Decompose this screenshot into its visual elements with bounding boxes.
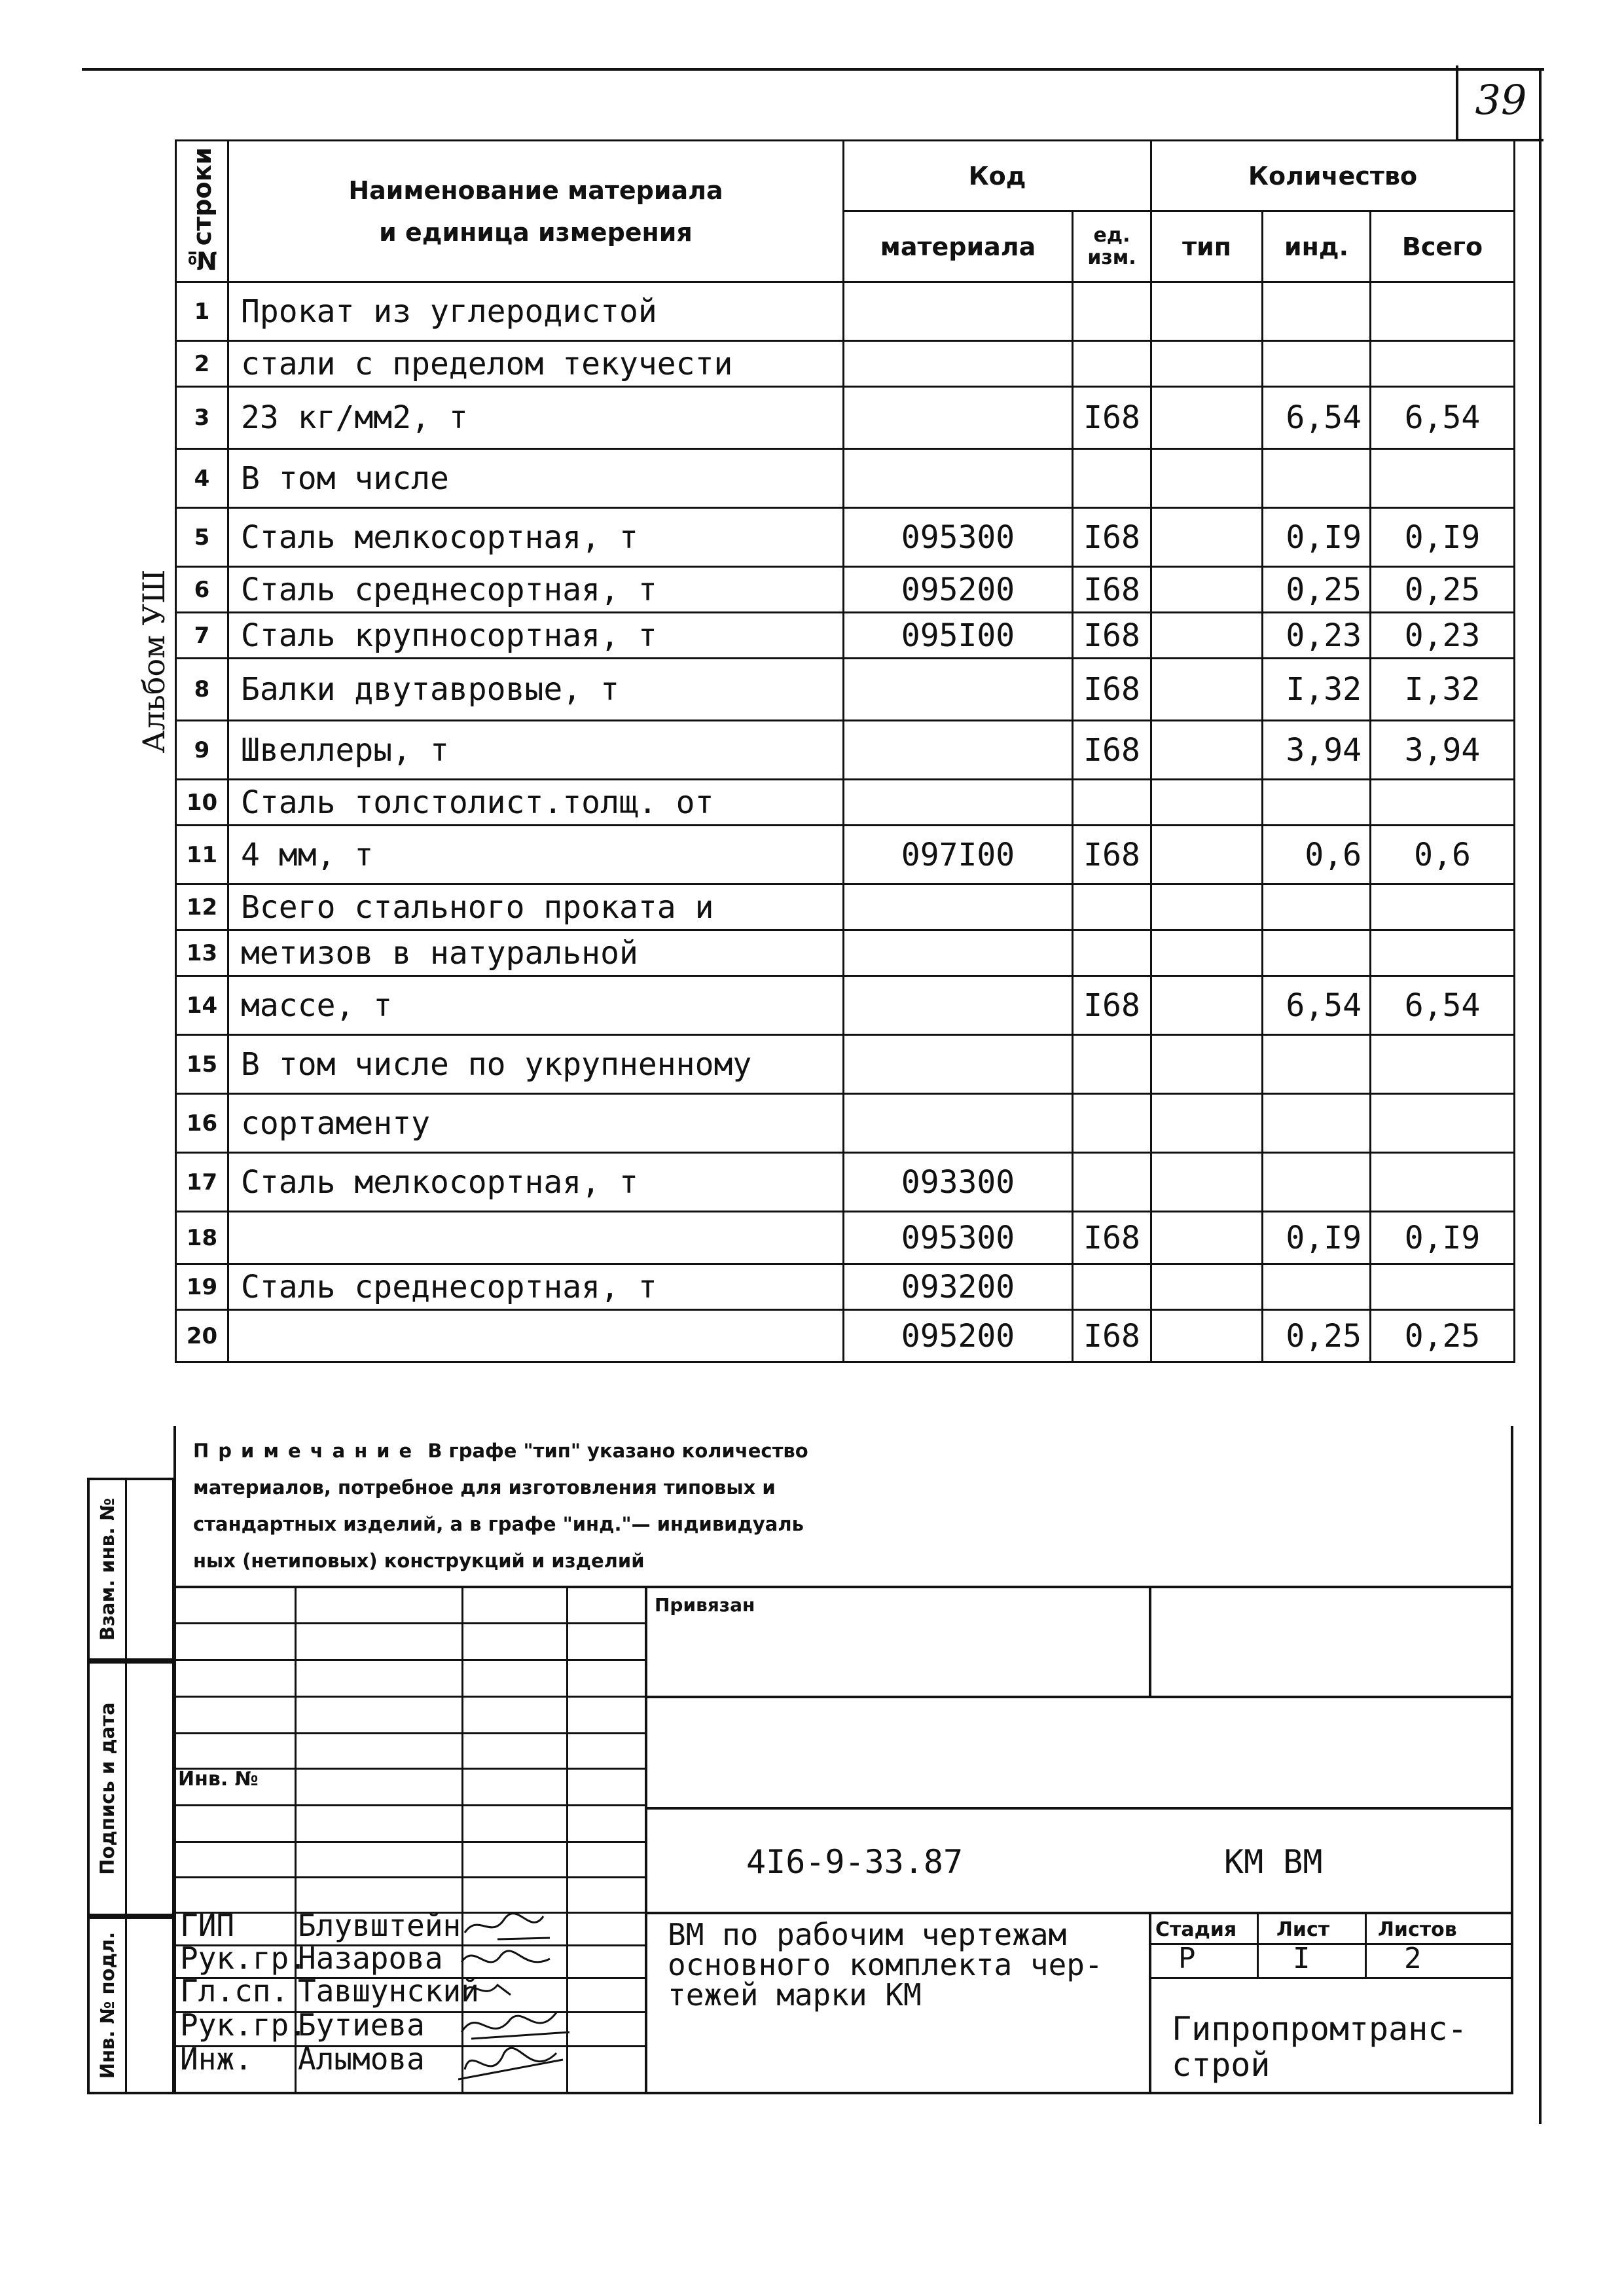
row-type-qty (1151, 1035, 1263, 1094)
table-row (176, 659, 1515, 721)
row-number: 5 (176, 508, 228, 567)
row-number: 7 (176, 613, 228, 659)
table-row (176, 976, 1515, 1035)
row-total-qty: 0,25 (1371, 567, 1515, 613)
stamp-role: Инж. (180, 2041, 253, 2077)
row-total-qty: 0,23 (1371, 613, 1515, 659)
row-name: стали с пределом текучести (228, 341, 844, 387)
stamp-divider-h5 (1149, 1977, 1513, 1979)
row-unit (1073, 282, 1151, 341)
grid-hline (175, 1622, 646, 1624)
table-row (176, 508, 1515, 567)
stamp-right-line (1511, 1426, 1513, 2094)
row-unit (1073, 1153, 1151, 1212)
table-row (176, 1264, 1515, 1310)
side-podpis-label: Подпись и дата (96, 1702, 118, 1875)
row-type-qty (1151, 567, 1263, 613)
row-ind-qty (1263, 449, 1371, 508)
side-inv-label: Инв. № подл. (96, 1931, 118, 2079)
header-qty-type: тип (1151, 211, 1263, 282)
row-total-qty (1371, 282, 1515, 341)
row-name: Сталь крупносортная, т (228, 613, 844, 659)
grid-hline (175, 1659, 646, 1661)
right-border-line (1539, 68, 1542, 2124)
row-type-qty (1151, 1264, 1263, 1310)
row-type-qty (1151, 1310, 1263, 1362)
row-total-qty (1371, 449, 1515, 508)
note-line-3: стандартных изделий, а в графе "инд."— индивидуаль (193, 1513, 804, 1535)
signature-icon (458, 2040, 576, 2086)
row-code (844, 449, 1073, 508)
row-unit: I68 (1073, 659, 1151, 721)
row-ind-qty (1263, 1094, 1371, 1153)
stamp-person-name: Тавшунский (298, 1973, 479, 2009)
row-name: Сталь мелкосортная, т (228, 1153, 844, 1212)
row-total-qty (1371, 780, 1515, 826)
stamp-sheet-label: Лист (1276, 1918, 1330, 1941)
row-number: 15 (176, 1035, 228, 1094)
row-code (844, 341, 1073, 387)
row-type-qty (1151, 976, 1263, 1035)
row-name: Сталь толстолист.толщ. от (228, 780, 844, 826)
row-number: 13 (176, 930, 228, 976)
row-total-qty (1371, 1153, 1515, 1212)
row-unit: I68 (1073, 1310, 1151, 1362)
stamp-title-3: тежей марки КМ (668, 1977, 922, 2013)
row-ind-qty (1263, 1264, 1371, 1310)
stamp-divider-h2 (645, 1807, 1513, 1810)
row-code (844, 282, 1073, 341)
stamp-person-name: Назарова (298, 1941, 443, 1976)
stamp-stage: Р (1178, 1942, 1196, 1975)
row-name: Балки двутавровые, т (228, 659, 844, 721)
row-ind-qty: I,32 (1263, 659, 1371, 721)
row-code: 095300 (844, 1212, 1073, 1264)
stamp-role: ГИП (180, 1908, 235, 1943)
row-ind-qty: 3,94 (1263, 721, 1371, 780)
table-row (176, 613, 1515, 659)
row-number: 2 (176, 341, 228, 387)
row-number: 9 (176, 721, 228, 780)
row-unit: I68 (1073, 826, 1151, 884)
grid-hline (175, 1804, 646, 1806)
row-ind-qty (1263, 930, 1371, 976)
header-qty-ind: инд. (1263, 211, 1371, 282)
row-number: 1 (176, 282, 228, 341)
row-name: В том числе по укрупненному (228, 1035, 844, 1094)
table-row (176, 567, 1515, 613)
row-name: Сталь мелкосортная, т (228, 508, 844, 567)
row-type-qty (1151, 930, 1263, 976)
table-row (176, 341, 1515, 387)
row-code: 095200 (844, 1310, 1073, 1362)
side-box-podpis (87, 1661, 175, 1916)
row-number: 20 (176, 1310, 228, 1362)
row-code (844, 1035, 1073, 1094)
stamp-divider-v4 (1257, 1912, 1259, 1977)
stamp-person-name: Блувштейн (298, 1908, 461, 1943)
side-vzam-label: Взам. инв. № (96, 1497, 118, 1641)
row-number: 17 (176, 1153, 228, 1212)
page-number-box (1456, 65, 1543, 141)
row-total-qty (1371, 884, 1515, 930)
row-total-qty: I,32 (1371, 659, 1515, 721)
row-code: 093300 (844, 1153, 1073, 1212)
row-type-qty (1151, 1153, 1263, 1212)
row-name: Швеллеры, т (228, 721, 844, 780)
stamp-role: Рук.гр. (180, 2007, 307, 2043)
materials-table (175, 139, 1515, 1363)
stamp-person-name: Алымова (298, 2041, 425, 2077)
row-unit: I68 (1073, 1212, 1151, 1264)
row-total-qty (1371, 1035, 1515, 1094)
table-row (176, 387, 1515, 449)
table-row (176, 721, 1515, 780)
stamp-sheets-label: Листов (1378, 1918, 1457, 1941)
stamp-role: Гл.сп. (180, 1973, 289, 2009)
row-name: сортаменту (228, 1094, 844, 1153)
row-type-qty (1151, 341, 1263, 387)
note-label: Примечание (193, 1440, 422, 1462)
top-border-line (82, 68, 1544, 71)
stamp-sheets: 2 (1404, 1942, 1422, 1975)
row-code: 097I00 (844, 826, 1073, 884)
row-number: 16 (176, 1094, 228, 1153)
row-name: массе, т (228, 976, 844, 1035)
side-box-vzam (87, 1478, 175, 1661)
stamp-divider-h4 (1149, 1943, 1513, 1945)
row-type-qty (1151, 1212, 1263, 1264)
row-ind-qty (1263, 884, 1371, 930)
row-code: 095200 (844, 567, 1073, 613)
note-line-2: материалов, потребное для изготовления типовых и (193, 1476, 776, 1499)
row-ind-qty: 0,25 (1263, 567, 1371, 613)
row-number: 6 (176, 567, 228, 613)
row-ind-qty: 0,6 (1263, 826, 1371, 884)
note-text-1: В графе "тип" указано количество (427, 1440, 808, 1462)
note-line-4: ных (нетиповых) конструкций и изделий (193, 1550, 645, 1572)
stamp-person-name: Бутиева (298, 2007, 425, 2043)
table-row (176, 1153, 1515, 1212)
row-unit (1073, 1264, 1151, 1310)
row-code (844, 884, 1073, 930)
row-type-qty (1151, 387, 1263, 449)
header-code: Код (844, 141, 1151, 211)
row-type-qty (1151, 282, 1263, 341)
row-number: 12 (176, 884, 228, 930)
row-number: 10 (176, 780, 228, 826)
table-row (176, 826, 1515, 884)
row-unit (1073, 780, 1151, 826)
stamp-role: Рук.гр. (180, 1941, 307, 1976)
row-ind-qty: 6,54 (1263, 976, 1371, 1035)
row-ind-qty (1263, 282, 1371, 341)
row-total-qty: 0,25 (1371, 1310, 1515, 1362)
row-ind-qty (1263, 780, 1371, 826)
stamp-mark: КМ ВМ (1224, 1843, 1323, 1881)
row-unit: I68 (1073, 613, 1151, 659)
row-unit (1073, 341, 1151, 387)
album-label-text: Альбом УШ (136, 569, 171, 754)
row-unit (1073, 1094, 1151, 1153)
grid-hline (175, 1696, 646, 1698)
row-code: 095I00 (844, 613, 1073, 659)
header-code-material: материала (844, 211, 1073, 282)
row-ind-qty (1263, 1035, 1371, 1094)
row-ind-qty: 0,I9 (1263, 508, 1371, 567)
row-ind-qty: 0,25 (1263, 1310, 1371, 1362)
row-name: 23 кг/мм2, т (228, 387, 844, 449)
row-number: 8 (176, 659, 228, 721)
row-name: Сталь среднесортная, т (228, 1264, 844, 1310)
header-row-number: №строки (176, 141, 228, 282)
side-box-inv (87, 1916, 175, 2094)
table-row (176, 1094, 1515, 1153)
row-type-qty (1151, 1094, 1263, 1153)
row-unit: I68 (1073, 387, 1151, 449)
row-code (844, 1094, 1073, 1153)
stamp-title-1: ВМ по рабочим чертежам (668, 1917, 1067, 1952)
row-type-qty (1151, 884, 1263, 930)
stamp-stage-label: Стадия (1155, 1918, 1237, 1941)
row-type-qty (1151, 826, 1263, 884)
row-unit (1073, 930, 1151, 976)
stamp-top-line (175, 1586, 1513, 1588)
stamp-divider-v2 (1149, 1586, 1151, 1697)
row-total-qty (1371, 930, 1515, 976)
row-unit: I68 (1073, 567, 1151, 613)
row-total-qty: 0,I9 (1371, 508, 1515, 567)
row-number: 14 (176, 976, 228, 1035)
row-code: 095300 (844, 508, 1073, 567)
stamp-doc-code: 4I6-9-33.87 (746, 1843, 964, 1881)
stamp-org-2: строй (1172, 2046, 1271, 2084)
stamp-divider-h1 (645, 1696, 1513, 1698)
row-type-qty (1151, 659, 1263, 721)
table-row (176, 1035, 1515, 1094)
stamp-org-1: Гипропромтранс- (1172, 2010, 1468, 2048)
row-name: Прокат из углеродистой (228, 282, 844, 341)
stamp-divider-v1 (645, 1586, 647, 2094)
stamp-privyazan: Привязан (655, 1594, 755, 1616)
stamp-inv-no: Инв. № (178, 1768, 259, 1791)
row-total-qty (1371, 341, 1515, 387)
row-unit: I68 (1073, 976, 1151, 1035)
row-unit: I68 (1073, 721, 1151, 780)
row-type-qty (1151, 613, 1263, 659)
table-row (176, 884, 1515, 930)
header-name: Наименование материала и единица измерения (228, 141, 844, 282)
header-qty-total: Всего (1371, 211, 1515, 282)
row-total-qty (1371, 1094, 1515, 1153)
note-line-1 (193, 1432, 979, 1469)
row-total-qty: 6,54 (1371, 387, 1515, 449)
table-row (176, 1212, 1515, 1264)
row-name: Всего стального проката и (228, 884, 844, 930)
table-row (176, 780, 1515, 826)
row-number: 3 (176, 387, 228, 449)
row-code (844, 976, 1073, 1035)
row-number: 11 (176, 826, 228, 884)
row-name (228, 1310, 844, 1362)
row-type-qty (1151, 449, 1263, 508)
header-quantity: Количество (1151, 141, 1515, 211)
row-name: 4 мм, т (228, 826, 844, 884)
row-number: 19 (176, 1264, 228, 1310)
table-row (176, 1310, 1515, 1362)
row-type-qty (1151, 508, 1263, 567)
row-code (844, 930, 1073, 976)
stamp-bottom-line (173, 2092, 1513, 2094)
row-number: 18 (176, 1212, 228, 1264)
row-ind-qty: 6,54 (1263, 387, 1371, 449)
row-code: 093200 (844, 1264, 1073, 1310)
row-code (844, 780, 1073, 826)
row-total-qty: 0,6 (1371, 826, 1515, 884)
page-number: 39 (1475, 76, 1527, 124)
grid-hline (175, 1732, 646, 1734)
row-ind-qty (1263, 1153, 1371, 1212)
header-code-unit: ед. изм. (1073, 211, 1151, 282)
row-unit (1073, 449, 1151, 508)
row-code (844, 659, 1073, 721)
table-row (176, 449, 1515, 508)
row-ind-qty: 0,I9 (1263, 1212, 1371, 1264)
row-unit: I68 (1073, 508, 1151, 567)
stamp-divider-v3 (1149, 1912, 1151, 2094)
row-total-qty: 0,I9 (1371, 1212, 1515, 1264)
row-total-qty (1371, 1264, 1515, 1310)
row-name (228, 1212, 844, 1264)
grid-hline (175, 1876, 646, 1878)
row-code (844, 721, 1073, 780)
table-row (176, 282, 1515, 341)
row-name: метизов в натуральной (228, 930, 844, 976)
stamp-divider-v5 (1365, 1912, 1367, 1977)
row-type-qty (1151, 721, 1263, 780)
row-code (844, 387, 1073, 449)
stamp-sheet: I (1293, 1942, 1310, 1975)
row-total-qty: 3,94 (1371, 721, 1515, 780)
grid-hline (175, 1841, 646, 1843)
table-row (176, 930, 1515, 976)
stamp-title-2: основного комплекта чер- (668, 1947, 1103, 1982)
row-unit (1073, 1035, 1151, 1094)
row-ind-qty: 0,23 (1263, 613, 1371, 659)
row-ind-qty (1263, 341, 1371, 387)
row-name: В том числе (228, 449, 844, 508)
row-number: 4 (176, 449, 228, 508)
row-type-qty (1151, 780, 1263, 826)
stamp-divider-h3 (645, 1912, 1513, 1914)
row-unit (1073, 884, 1151, 930)
row-name: Сталь среднесортная, т (228, 567, 844, 613)
row-total-qty: 6,54 (1371, 976, 1515, 1035)
